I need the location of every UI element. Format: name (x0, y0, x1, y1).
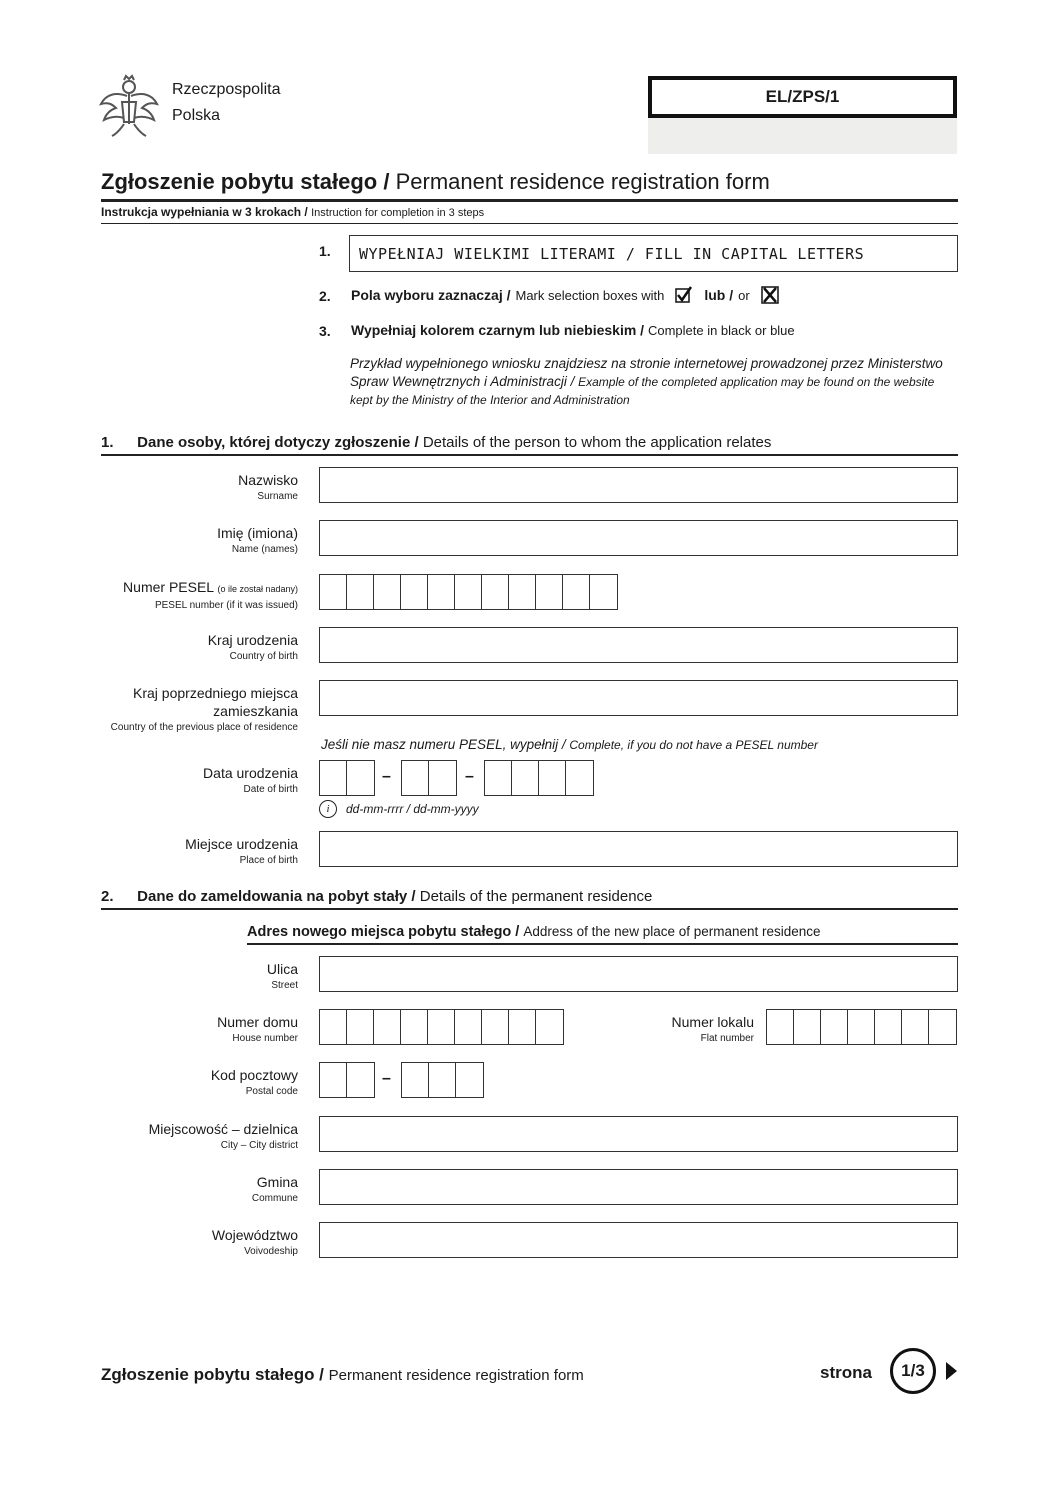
house-number-field[interactable] (319, 1009, 564, 1045)
step3-number: 3. (319, 323, 331, 339)
step2-pl: Pola wyboru zaznaczaj / (351, 287, 511, 303)
postal-code-label-en: Postal code (245, 1086, 298, 1097)
step2-or: lub / (704, 287, 734, 303)
section1-rule (101, 454, 958, 456)
commune-field[interactable] (319, 1169, 958, 1205)
postal-code-suffix-field[interactable] (401, 1062, 484, 1098)
example-note (350, 355, 950, 409)
section2-rule (101, 908, 958, 910)
postal-code-label-pl: Kod pocztowy (210, 1067, 298, 1083)
dob-dash-1: – (382, 768, 391, 785)
birthplace-label-pl: Miejsce urodzenia (185, 836, 298, 852)
section2-heading (101, 888, 652, 905)
prev-country-label (38, 684, 298, 735)
birth-country-label-en: Country of birth (229, 651, 298, 662)
names-field[interactable] (319, 520, 958, 556)
flat-number-field[interactable] (766, 1009, 957, 1045)
instructions-heading-en: Instruction for completion in 3 steps (311, 207, 485, 219)
prev-country-label-pl-2: zamieszkania (213, 703, 298, 719)
names-label (68, 524, 298, 557)
commune-label-en: Commune (251, 1193, 298, 1204)
info-icon: i (319, 800, 337, 818)
voivodeship-label (68, 1226, 298, 1259)
voivodeship-label-pl: Województwo (211, 1227, 298, 1243)
section1-title-pl: Dane osoby, której dotyczy zgłoszenie / (137, 434, 419, 451)
dob-label (68, 764, 298, 797)
cross-box-icon (761, 286, 779, 304)
city-label (68, 1120, 298, 1153)
section1-title-en: Details of the person to whom the application relates (422, 434, 772, 451)
instructions-heading (101, 205, 484, 219)
title-en: Permanent residence registration form (395, 169, 770, 194)
country-name (172, 77, 281, 129)
step2-line (351, 286, 779, 304)
no-pesel-en: Complete, if you do not have a PESEL number (569, 738, 818, 752)
street-label (68, 960, 298, 993)
birth-country-label-pl: Kraj urodzenia (207, 632, 298, 648)
checkmark-box-icon (675, 286, 693, 304)
prev-country-label-pl-1: Kraj poprzedniego miejsca (133, 685, 298, 701)
prev-country-label-en: Country of the previous place of residence (110, 722, 298, 733)
flat-number-label-en: Flat number (700, 1033, 754, 1044)
postal-dash: – (382, 1070, 391, 1087)
pesel-label-en: PESEL number (if it was issued) (154, 600, 298, 611)
address-subheading-en: Address of the new place of permanent residence (523, 924, 821, 939)
voivodeship-field[interactable] (319, 1222, 958, 1258)
section1-heading (101, 434, 771, 451)
emblem (98, 74, 160, 140)
step1-number: 1. (319, 243, 331, 259)
dob-day-field[interactable] (319, 760, 375, 796)
birth-country-field[interactable] (319, 627, 958, 663)
section2-title-pl: Dane do zameldowania na pobyt stały / (137, 888, 416, 905)
postal-code-label (68, 1066, 298, 1099)
surname-label-pl: Nazwisko (238, 472, 298, 488)
surname-field[interactable] (319, 467, 958, 503)
street-field[interactable] (319, 956, 958, 992)
birth-country-label (68, 631, 298, 664)
city-field[interactable] (319, 1116, 958, 1152)
commune-label-pl: Gmina (256, 1174, 298, 1190)
commune-label (68, 1173, 298, 1206)
no-pesel-note (321, 737, 818, 752)
dob-hint-text: dd-mm-rrrr / dd-mm-yyyy (346, 802, 479, 816)
house-number-label-en: House number (232, 1033, 298, 1044)
step3-line (351, 322, 795, 338)
voivodeship-label-en: Voivodeship (244, 1246, 298, 1257)
flat-number-label-pl: Numer lokalu (671, 1014, 754, 1030)
footer-title-en: Permanent residence registration form (328, 1367, 584, 1384)
section1-number: 1. (101, 434, 114, 451)
office-use-area (648, 118, 957, 154)
step2-number: 2. (319, 288, 331, 304)
city-label-pl: Miejscowość – dzielnica (148, 1121, 298, 1137)
street-label-en: Street (271, 980, 298, 991)
pesel-field[interactable] (319, 574, 618, 610)
page-number-badge (890, 1348, 936, 1394)
birthplace-field[interactable] (319, 831, 958, 867)
country-line1: Rzeczpospolita (172, 81, 281, 98)
polish-eagle-emblem-icon (98, 74, 160, 140)
postal-code-prefix-field[interactable] (319, 1062, 375, 1098)
example-en: Example of the completed application may be found on the website kept by the Ministry of the Interior and Administration (350, 375, 935, 407)
pesel-label (38, 578, 298, 613)
flat-number-label (600, 1013, 754, 1046)
section2-title-en: Details of the permanent residence (419, 888, 653, 905)
surname-label-en: Surname (257, 491, 298, 502)
step1-text: WYPEŁNIAJ WIELKIMI LITERAMI / FILL IN CAPITAL LETTERS (359, 244, 865, 263)
footer-title-pl: Zgłoszenie pobytu stałego / (101, 1365, 324, 1384)
title-pl: Zgłoszenie pobytu stałego / (101, 169, 390, 194)
house-number-label-pl: Numer domu (217, 1014, 298, 1030)
street-label-pl: Ulica (266, 961, 298, 977)
title-rule (101, 199, 958, 202)
form-code-box (648, 76, 957, 118)
instructions-heading-pl: Instrukcja wypełniania w 3 krokach / (101, 205, 308, 219)
step3-en: Complete in black or blue (647, 323, 795, 338)
step1-box (349, 235, 958, 272)
instructions-rule (101, 223, 958, 224)
step2-en: Mark selection boxes with (515, 287, 665, 303)
country-line2: Polska (172, 107, 221, 124)
form-code: EL/ZPS/1 (765, 87, 840, 106)
dob-dash-2: – (465, 768, 474, 785)
dob-month-field[interactable] (401, 760, 457, 796)
page-label: strona (820, 1363, 872, 1382)
section2-number: 2. (101, 888, 114, 905)
dob-label-en: Date of birth (243, 784, 298, 795)
page-number: 1/3 (901, 1361, 925, 1380)
address-subheading-pl: Adres nowego miejsca pobytu stałego / (247, 924, 520, 940)
surname-label (68, 471, 298, 504)
step3-pl: Wypełniaj kolorem czarnym lub niebieskim / (351, 322, 645, 338)
names-label-en: Name (names) (231, 544, 298, 555)
dob-label-pl: Data urodzenia (203, 765, 298, 781)
footer-title (101, 1365, 584, 1385)
page-title (101, 169, 770, 195)
pesel-label-pl-small: (o ile został nadany) (217, 584, 298, 594)
city-label-en: City – City district (220, 1140, 298, 1151)
pesel-label-pl: Numer PESEL (123, 579, 214, 595)
step2-or-en: or (738, 287, 750, 303)
address-subheading (247, 924, 821, 940)
address-subheading-rule (247, 943, 958, 945)
no-pesel-pl: Jeśli nie masz numeru PESEL, wypełnij / (321, 737, 566, 752)
dob-hint (319, 800, 479, 818)
names-label-pl: Imię (imiona) (217, 525, 298, 541)
dob-year-field[interactable] (484, 760, 594, 796)
pesel-label-pl-line (38, 578, 298, 598)
birthplace-label-en: Place of birth (239, 855, 298, 866)
prev-country-field[interactable] (319, 680, 958, 716)
birthplace-label (68, 835, 298, 868)
next-page-arrow-icon[interactable] (946, 1362, 957, 1380)
house-number-label (68, 1013, 298, 1046)
example-pl: Przykład wypełnionego wniosku znajdziesz na stronie internetowej prowadzonej przez Ministerstwo Spraw Wewnętrznych i Administracji / (350, 356, 943, 389)
